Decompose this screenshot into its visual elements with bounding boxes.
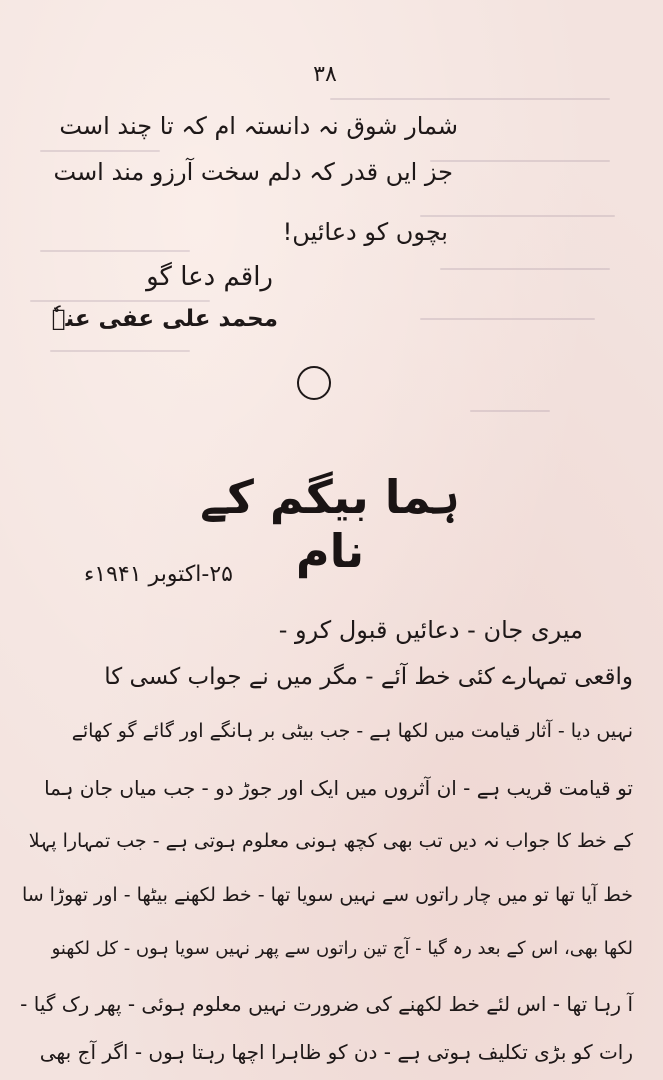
body-line-7: آ رہا تھا - اس لئے خط لکھنے کی ضرورت نہیں معلوم ہوئی - پھر رک گیا - xyxy=(20,992,633,1016)
letter-date: ۲۵-اکتوبر ۱۹۴۱ء xyxy=(83,562,233,587)
body-line-3: تو قیامت قریب ہے - ان آثروں میں ایک اور جوڑ دو - جب میاں جان ہما xyxy=(44,776,633,800)
body-line-4: کے خط کا جواب نہ دیں تب بھی کچھ ہونی معلوم ہوتی ہے - جب تمہارا پہلا xyxy=(28,830,633,852)
salutation: میری جان - دعائیں قبول کرو - xyxy=(278,616,583,644)
page-number: ۳۸ xyxy=(313,62,337,87)
letter-title: ہما بیگم کے نام xyxy=(200,470,460,578)
verse-line-1: شمار شوق نہ دانستہ ام کہ تا چند است xyxy=(59,112,458,140)
verse-line-2: جز ایں قدر کہ دلم سخت آرزو مند است xyxy=(53,158,453,186)
body-line-5: خط آیا تھا تو میں چار راتوں سے نہیں سویا تھا - خط لکھنے بیٹھا - اور تھوڑا سا xyxy=(21,884,633,906)
body-line-6: لکھا بھی، اس کے بعد رہ گیا - آج تین راتوں سے پھر نہیں سویا ہوں - کل لکھنو xyxy=(51,938,633,959)
signature-name: محمد علی عفی عنہٗ xyxy=(51,306,278,332)
circle-ornament xyxy=(297,366,331,400)
body-line-1: واقعی تمہارے کئی خط آئے - مگر میں نے جواب کسی کا xyxy=(104,664,633,690)
signature-closing: راقم دعا گو xyxy=(146,262,273,292)
body-line-8: رات کو بڑی تکلیف ہوتی ہے - دن کو ظاہرا اچھا رہتا ہوں - اگر آج بھی xyxy=(39,1040,633,1064)
blessing-line: بچوں کو دعائیں! xyxy=(282,218,448,246)
body-line-2: نہیں دیا - آثار قیامت میں لکھا ہے - جب بیٹی بر ہانگے اور گائے گو کھائے xyxy=(71,720,633,742)
